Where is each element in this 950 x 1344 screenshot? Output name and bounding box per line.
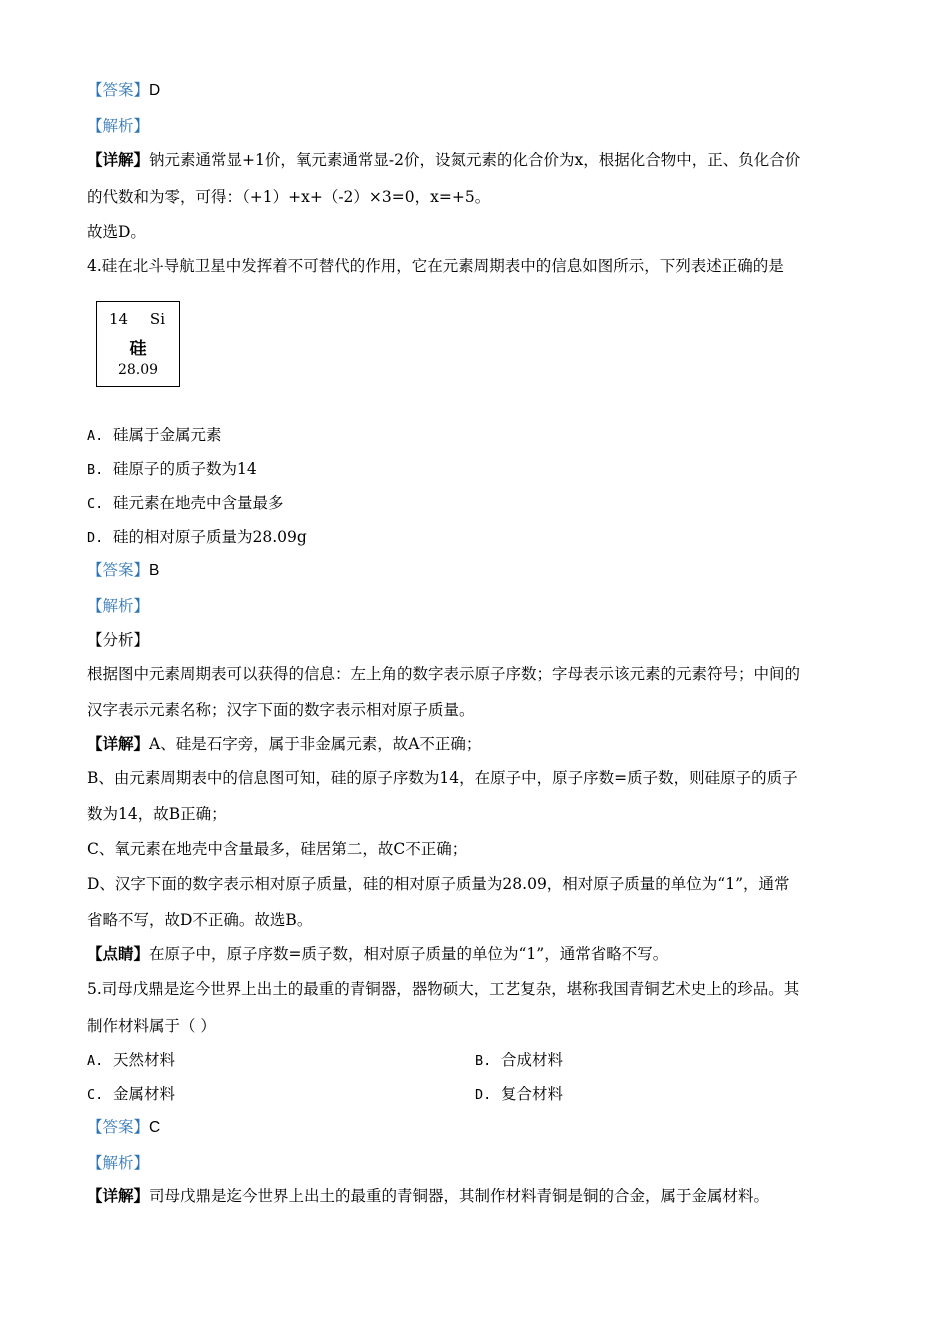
element-card-silicon — [96, 301, 180, 387]
option-text: 金属材料 — [113, 1085, 176, 1103]
q4-stem: 4.硅在北斗导航卫星中发挥着不可替代的作用，它在元素周期表中的信息如图所示，下列表述正确的是 — [87, 257, 784, 275]
answer-tag: 【答案】 — [87, 1118, 150, 1136]
option-text: 硅原子的质子数为14 — [113, 460, 257, 478]
answer-value: D — [149, 82, 161, 99]
q4-dianjing — [87, 944, 668, 964]
detail-tag: 【详解】 — [87, 150, 150, 169]
option-text: 硅的相对原子质量为28.09g — [113, 528, 307, 546]
q4-detail-b1: B、由元素周期表中的信息图可知，硅的原子序数为14，在原子中，原子序数=质子数，则硅原子的质子 — [87, 769, 798, 787]
q4-option-b — [87, 459, 257, 480]
option-letter: B. — [87, 462, 104, 478]
q5-option-b — [475, 1050, 563, 1071]
q5-option-c — [87, 1084, 175, 1105]
detail-text: 钠元素通常显+1价，氧元素通常显-2价，设氮元素的化合价为x，根据化合物中，正、负化合价 — [149, 151, 801, 169]
q4-answer-line — [87, 560, 159, 581]
q4-option-c — [87, 493, 284, 514]
q3-detail-line1 — [87, 150, 800, 170]
q4-fenxi-tag: 【分析】 — [87, 631, 150, 649]
option-letter: D. — [87, 530, 104, 546]
detail-text: A、硅是石字旁，属于非金属元素，故A不正确； — [149, 735, 482, 753]
answer-value: C — [149, 1119, 161, 1136]
option-text: 复合材料 — [501, 1085, 564, 1103]
detail-text: 司母戊鼎是迄今世界上出土的最重的青铜器，其制作材料青铜是铜的合金，属于金属材料。 — [149, 1187, 770, 1205]
answer-tag: 【答案】 — [87, 81, 150, 99]
q3-conclusion: 故选D。 — [87, 223, 146, 241]
q4-detail-d1: D、汉字下面的数字表示相对原子质量，硅的相对原子质量为28.09，相对原子质量的单位为“1”，通常 — [87, 875, 790, 893]
dianjing-text: 在原子中，原子序数=质子数，相对原子质量的单位为“1”，通常省略不写。 — [149, 945, 669, 963]
q3-analysis-tag: 【解析】 — [87, 117, 150, 135]
q3-answer-line — [87, 80, 160, 101]
atomic-mass: 28.09 — [117, 362, 159, 378]
q4-fenxi-line1: 根据图中元素周期表可以获得的信息：左上角的数字表示原子序数；字母表示该元素的元素符号；中间的 — [87, 665, 801, 683]
q4-analysis-tag: 【解析】 — [87, 597, 150, 615]
q5-stem-line1: 5.司母戊鼎是迄今世界上出土的最重的青铜器，器物硕大，工艺复杂，堪称我国青铜艺术史上的珍品。其 — [87, 980, 800, 998]
option-text: 天然材料 — [113, 1051, 176, 1069]
element-name: 硅 — [129, 339, 147, 359]
q5-option-a — [87, 1050, 175, 1071]
q5-stem-line2: 制作材料属于（ ） — [87, 1017, 216, 1035]
q4-option-a — [87, 425, 222, 446]
dianjing-tag: 【点睛】 — [87, 944, 150, 963]
q4-fenxi-line2: 汉字表示元素名称；汉字下面的数字表示相对原子质量。 — [87, 701, 475, 719]
q5-answer-line — [87, 1117, 160, 1138]
option-text: 硅元素在地壳中含量最多 — [113, 494, 284, 512]
atomic-number: 14 — [109, 310, 129, 328]
q4-option-d — [87, 527, 307, 548]
q4-detail-a — [87, 734, 481, 754]
option-letter: A. — [87, 428, 104, 444]
q5-analysis-tag: 【解析】 — [87, 1154, 150, 1172]
detail-tag: 【详解】 — [87, 734, 150, 753]
element-symbol: Si — [149, 310, 165, 328]
option-letter: D. — [475, 1087, 492, 1103]
q4-detail-c: C、氧元素在地壳中含量最多，硅居第二，故C不正确； — [87, 840, 468, 858]
q3-detail-line2: 的代数和为零，可得：（+1）+x+（-2）×3=0，x=+5。 — [87, 188, 491, 206]
answer-value: B — [149, 562, 160, 579]
option-letter: C. — [87, 496, 104, 512]
detail-tag: 【详解】 — [87, 1186, 150, 1205]
q5-option-d — [475, 1084, 563, 1105]
option-letter: B. — [475, 1053, 492, 1069]
option-letter: A. — [87, 1053, 104, 1069]
q4-detail-b2: 数为14，故B正确； — [87, 805, 227, 823]
q4-detail-d2: 省略不写，故D不正确。故选B。 — [87, 911, 313, 929]
option-letter: C. — [87, 1087, 104, 1103]
q5-detail — [87, 1186, 769, 1206]
option-text: 合成材料 — [501, 1051, 564, 1069]
option-text: 硅属于金属元素 — [113, 426, 222, 444]
answer-tag: 【答案】 — [87, 561, 150, 579]
